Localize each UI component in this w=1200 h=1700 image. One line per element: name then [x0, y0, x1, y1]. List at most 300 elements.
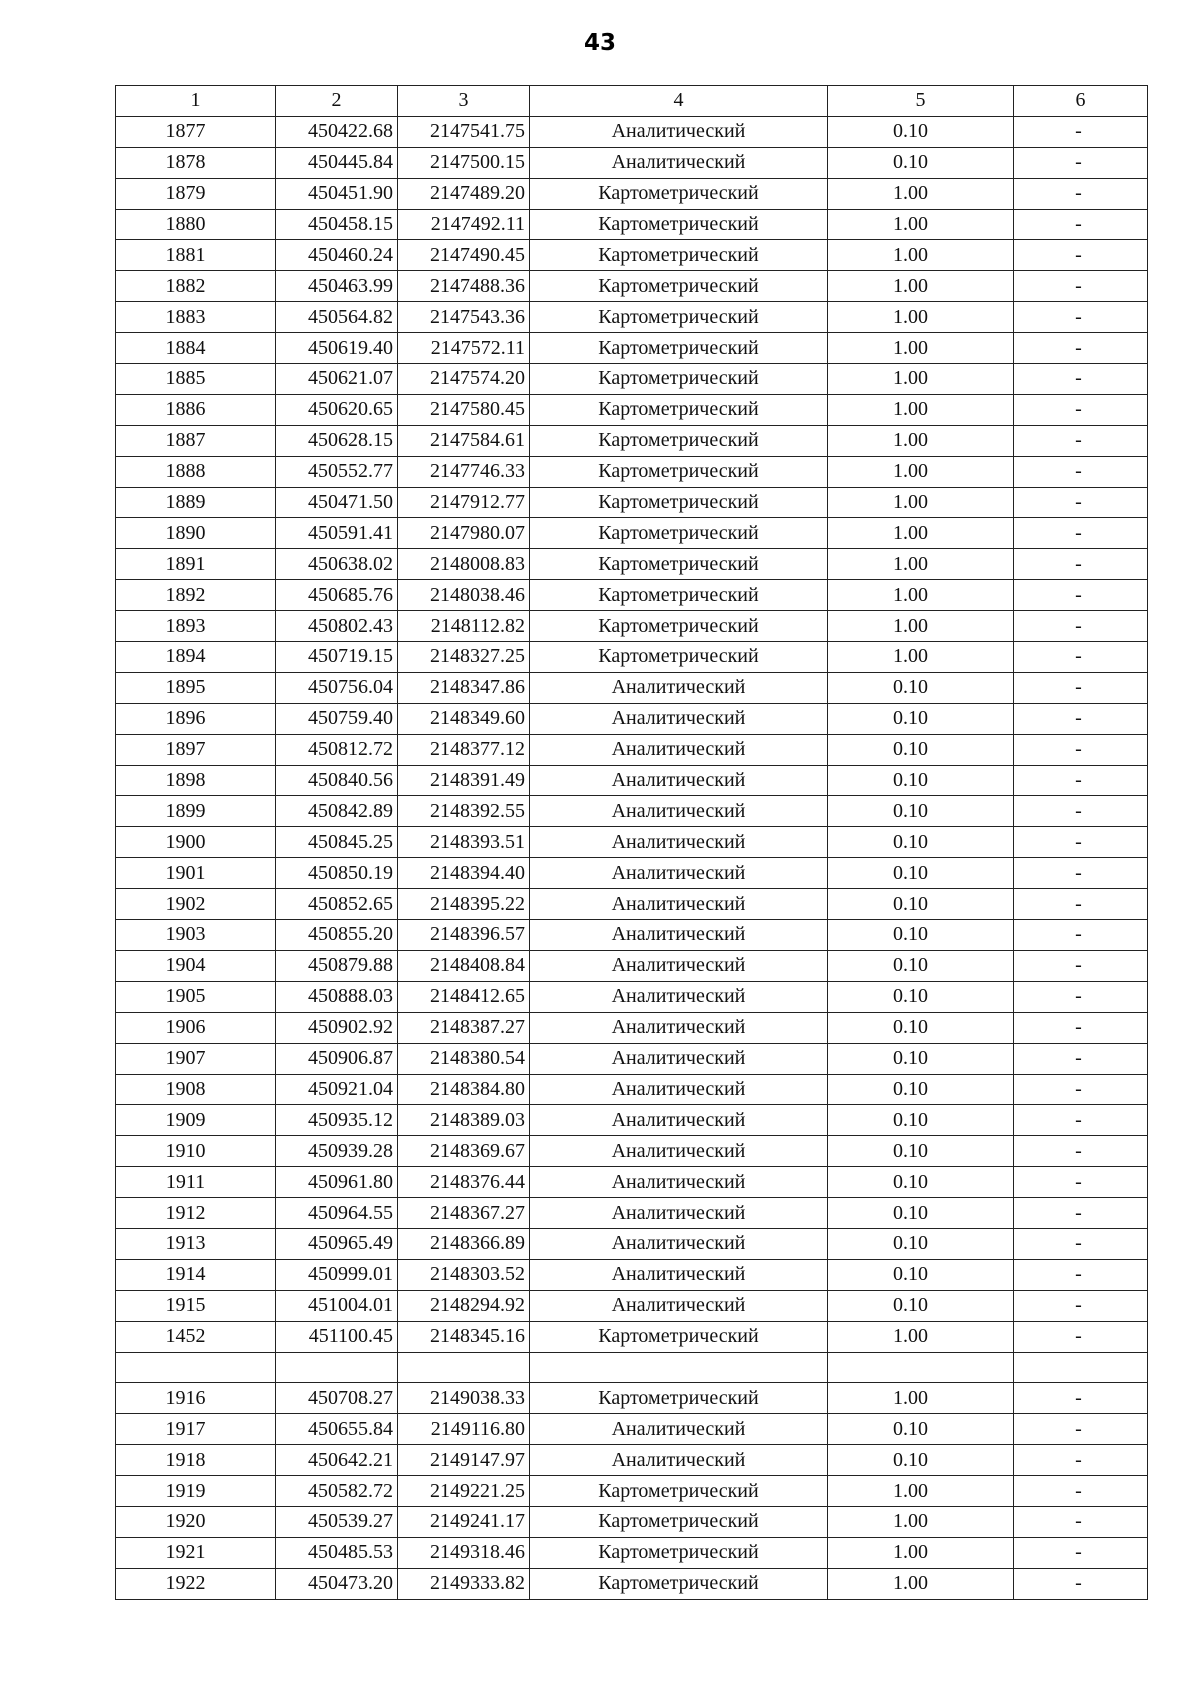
cell-coord-x: 450756.04 — [276, 672, 398, 703]
table-row — [116, 240, 1148, 271]
table-row — [116, 209, 1148, 240]
table-row — [116, 116, 1148, 147]
cell-coord-y: 2148387.27 — [398, 1012, 530, 1043]
cell-method: Аналитический — [530, 1414, 828, 1445]
cell-accuracy: 0.10 — [828, 703, 1014, 734]
cell-method: Аналитический — [530, 858, 828, 889]
cell-coord-x: 451004.01 — [276, 1290, 398, 1321]
cell-coord-x: 450719.15 — [276, 642, 398, 673]
cell-accuracy: 0.10 — [828, 889, 1014, 920]
cell-point-number: 1900 — [116, 827, 276, 858]
table-row — [116, 1228, 1148, 1259]
cell-note: - — [1014, 1136, 1148, 1167]
cell-note: - — [1014, 734, 1148, 765]
cell-coord-y: 2148369.67 — [398, 1136, 530, 1167]
cell-point-number: 1901 — [116, 858, 276, 889]
cell-coord-y: 2149241.17 — [398, 1506, 530, 1537]
cell-coord-y: 2147489.20 — [398, 178, 530, 209]
table-row — [116, 1290, 1148, 1321]
cell-accuracy: 0.10 — [828, 1228, 1014, 1259]
cell-point-number: 1891 — [116, 549, 276, 580]
cell-point-number: 1906 — [116, 1012, 276, 1043]
cell-note: - — [1014, 487, 1148, 518]
table-row — [116, 672, 1148, 703]
cell-point-number: 1888 — [116, 456, 276, 487]
cell-point-number: 1893 — [116, 611, 276, 642]
table-row — [116, 734, 1148, 765]
cell-point-number: 1887 — [116, 425, 276, 456]
table-row — [116, 1568, 1148, 1599]
cell-coord-y: 2148389.03 — [398, 1105, 530, 1136]
cell-point-number: 1881 — [116, 240, 276, 271]
cell-note: - — [1014, 364, 1148, 395]
cell-coord-x: 450471.50 — [276, 487, 398, 518]
cell-point-number: 1884 — [116, 333, 276, 364]
cell-coord-x: 450460.24 — [276, 240, 398, 271]
cell-note — [1014, 1352, 1148, 1383]
table-row — [116, 487, 1148, 518]
cell-coord-y: 2148367.27 — [398, 1198, 530, 1229]
cell-coord-y: 2148349.60 — [398, 703, 530, 734]
cell-coord-x: 450564.82 — [276, 302, 398, 333]
cell-method: Аналитический — [530, 889, 828, 920]
cell-coord-y: 2149333.82 — [398, 1568, 530, 1599]
table-row — [116, 611, 1148, 642]
cell-coord-y: 2148395.22 — [398, 889, 530, 920]
cell-point-number: 1917 — [116, 1414, 276, 1445]
cell-accuracy: 0.10 — [828, 858, 1014, 889]
cell-method: Картометрический — [530, 642, 828, 673]
cell-note: - — [1014, 1414, 1148, 1445]
table-row — [116, 1352, 1148, 1383]
table-row — [116, 1074, 1148, 1105]
cell-coord-x: 450552.77 — [276, 456, 398, 487]
cell-accuracy: 1.00 — [828, 518, 1014, 549]
cell-coord-y: 2149038.33 — [398, 1383, 530, 1414]
cell-coord-x: 450619.40 — [276, 333, 398, 364]
cell-accuracy: 1.00 — [828, 549, 1014, 580]
cell-method: Картометрический — [530, 1537, 828, 1568]
cell-method: Картометрический — [530, 425, 828, 456]
cell-note: - — [1014, 796, 1148, 827]
cell-coord-y: 2147490.45 — [398, 240, 530, 271]
cell-coord-y: 2148391.49 — [398, 765, 530, 796]
cell-method: Картометрический — [530, 549, 828, 580]
cell-coord-x: 450655.84 — [276, 1414, 398, 1445]
cell-note: - — [1014, 302, 1148, 333]
cell-accuracy: 1.00 — [828, 209, 1014, 240]
cell-coord-y: 2148377.12 — [398, 734, 530, 765]
cell-coord-x: 450473.20 — [276, 1568, 398, 1599]
table-row — [116, 642, 1148, 673]
cell-coord-x: 450451.90 — [276, 178, 398, 209]
cell-note: - — [1014, 425, 1148, 456]
cell-point-number: 1909 — [116, 1105, 276, 1136]
cell-point-number: 1913 — [116, 1228, 276, 1259]
cell-method: Картометрический — [530, 487, 828, 518]
cell-method: Картометрический — [530, 611, 828, 642]
cell-method: Картометрический — [530, 271, 828, 302]
cell-point-number: 1878 — [116, 147, 276, 178]
cell-point-number: 1877 — [116, 116, 276, 147]
cell-coord-x: 451100.45 — [276, 1321, 398, 1352]
table-row — [116, 889, 1148, 920]
cell-method: Картометрический — [530, 1476, 828, 1507]
cell-note: - — [1014, 1167, 1148, 1198]
cell-coord-y: 2147492.11 — [398, 209, 530, 240]
cell-point-number: 1886 — [116, 394, 276, 425]
cell-accuracy: 0.10 — [828, 765, 1014, 796]
cell-coord-x: 450999.01 — [276, 1259, 398, 1290]
cell-accuracy: 0.10 — [828, 734, 1014, 765]
cell-accuracy: 0.10 — [828, 796, 1014, 827]
cell-coord-y: 2149116.80 — [398, 1414, 530, 1445]
cell-coord-x: 450852.65 — [276, 889, 398, 920]
cell-point-number: 1880 — [116, 209, 276, 240]
cell-point-number: 1890 — [116, 518, 276, 549]
cell-point-number: 1918 — [116, 1445, 276, 1476]
cell-point-number: 1895 — [116, 672, 276, 703]
cell-note: - — [1014, 672, 1148, 703]
cell-point-number: 1912 — [116, 1198, 276, 1229]
table-row — [116, 425, 1148, 456]
cell-method: Картометрический — [530, 1383, 828, 1414]
cell-coord-y: 2147543.36 — [398, 302, 530, 333]
cell-coord-y: 2148384.80 — [398, 1074, 530, 1105]
cell-coord-x: 450879.88 — [276, 950, 398, 981]
cell-coord-x: 450888.03 — [276, 981, 398, 1012]
cell-accuracy: 0.10 — [828, 827, 1014, 858]
cell-note: - — [1014, 394, 1148, 425]
cell-method: Аналитический — [530, 672, 828, 703]
cell-coord-y: 2148303.52 — [398, 1259, 530, 1290]
table-row — [116, 456, 1148, 487]
cell-coord-y: 2147572.11 — [398, 333, 530, 364]
cell-coord-y: 2148412.65 — [398, 981, 530, 1012]
cell-note: - — [1014, 981, 1148, 1012]
cell-coord-x: 450961.80 — [276, 1167, 398, 1198]
cell-method: Аналитический — [530, 1074, 828, 1105]
table-row — [116, 703, 1148, 734]
table-row — [116, 1043, 1148, 1074]
cell-accuracy: 1.00 — [828, 302, 1014, 333]
cell-coord-x: 450621.07 — [276, 364, 398, 395]
cell-method: Аналитический — [530, 703, 828, 734]
table-row — [116, 1136, 1148, 1167]
table-row — [116, 271, 1148, 302]
cell-point-number: 1882 — [116, 271, 276, 302]
cell-note: - — [1014, 703, 1148, 734]
cell-coord-x: 450638.02 — [276, 549, 398, 580]
header-col-6: 6 — [1014, 86, 1148, 117]
cell-coord-x: 450759.40 — [276, 703, 398, 734]
cell-method: Картометрический — [530, 364, 828, 395]
cell-note: - — [1014, 765, 1148, 796]
cell-point-number: 1879 — [116, 178, 276, 209]
cell-method: Картометрический — [530, 302, 828, 333]
cell-method — [530, 1352, 828, 1383]
cell-point-number: 1892 — [116, 580, 276, 611]
cell-note: - — [1014, 333, 1148, 364]
cell-method: Картометрический — [530, 394, 828, 425]
table-row — [116, 333, 1148, 364]
cell-coord-y: 2148008.83 — [398, 549, 530, 580]
cell-point-number: 1889 — [116, 487, 276, 518]
cell-accuracy: 1.00 — [828, 1506, 1014, 1537]
cell-method: Аналитический — [530, 1167, 828, 1198]
cell-method: Аналитический — [530, 827, 828, 858]
cell-coord-y: 2148366.89 — [398, 1228, 530, 1259]
table-body — [116, 116, 1148, 1599]
cell-point-number: 1452 — [116, 1321, 276, 1352]
cell-note: - — [1014, 518, 1148, 549]
cell-method: Аналитический — [530, 1290, 828, 1321]
cell-coord-x: 450902.92 — [276, 1012, 398, 1043]
cell-method: Аналитический — [530, 1445, 828, 1476]
cell-method: Картометрический — [530, 456, 828, 487]
cell-accuracy: 0.10 — [828, 1414, 1014, 1445]
cell-accuracy: 0.10 — [828, 950, 1014, 981]
table-row — [116, 364, 1148, 395]
table-row — [116, 1414, 1148, 1445]
cell-note: - — [1014, 858, 1148, 889]
cell-method: Аналитический — [530, 1105, 828, 1136]
cell-note: - — [1014, 827, 1148, 858]
cell-accuracy: 0.10 — [828, 1445, 1014, 1476]
cell-coord-x: 450422.68 — [276, 116, 398, 147]
cell-coord-y: 2149221.25 — [398, 1476, 530, 1507]
cell-note: - — [1014, 950, 1148, 981]
cell-coord-x: 450591.41 — [276, 518, 398, 549]
cell-note: - — [1014, 1198, 1148, 1229]
cell-accuracy: 1.00 — [828, 178, 1014, 209]
cell-point-number: 1916 — [116, 1383, 276, 1414]
cell-note: - — [1014, 1074, 1148, 1105]
cell-note: - — [1014, 1383, 1148, 1414]
cell-coord-y: 2148394.40 — [398, 858, 530, 889]
cell-coord-x: 450685.76 — [276, 580, 398, 611]
cell-method: Картометрический — [530, 1321, 828, 1352]
cell-method: Картометрический — [530, 518, 828, 549]
cell-note: - — [1014, 1290, 1148, 1321]
cell-point-number: 1897 — [116, 734, 276, 765]
cell-point-number: 1921 — [116, 1537, 276, 1568]
cell-accuracy: 0.10 — [828, 1290, 1014, 1321]
cell-note: - — [1014, 271, 1148, 302]
cell-note: - — [1014, 549, 1148, 580]
cell-point-number: 1904 — [116, 950, 276, 981]
cell-method: Картометрический — [530, 333, 828, 364]
cell-coord-x — [276, 1352, 398, 1383]
cell-accuracy: 1.00 — [828, 487, 1014, 518]
table-row — [116, 549, 1148, 580]
table-row — [116, 765, 1148, 796]
header-col-3: 3 — [398, 86, 530, 117]
cell-method: Аналитический — [530, 1198, 828, 1229]
cell-coord-y — [398, 1352, 530, 1383]
cell-accuracy: 1.00 — [828, 580, 1014, 611]
cell-accuracy: 0.10 — [828, 672, 1014, 703]
cell-accuracy: 0.10 — [828, 1136, 1014, 1167]
cell-point-number: 1885 — [116, 364, 276, 395]
cell-accuracy: 1.00 — [828, 1568, 1014, 1599]
cell-accuracy: 0.10 — [828, 920, 1014, 951]
page-number: 43 — [583, 30, 616, 56]
cell-coord-y: 2147584.61 — [398, 425, 530, 456]
cell-coord-x: 450965.49 — [276, 1228, 398, 1259]
cell-note: - — [1014, 1259, 1148, 1290]
cell-note: - — [1014, 920, 1148, 951]
cell-coord-y: 2148294.92 — [398, 1290, 530, 1321]
cell-point-number: 1922 — [116, 1568, 276, 1599]
cell-point-number — [116, 1352, 276, 1383]
table-row — [116, 858, 1148, 889]
cell-note: - — [1014, 1012, 1148, 1043]
cell-accuracy: 0.10 — [828, 1167, 1014, 1198]
cell-method: Картометрический — [530, 240, 828, 271]
table-row — [116, 1321, 1148, 1352]
cell-note: - — [1014, 1228, 1148, 1259]
table-row — [116, 920, 1148, 951]
cell-point-number: 1919 — [116, 1476, 276, 1507]
cell-accuracy: 1.00 — [828, 364, 1014, 395]
cell-coord-x: 450840.56 — [276, 765, 398, 796]
cell-point-number: 1908 — [116, 1074, 276, 1105]
cell-accuracy: 1.00 — [828, 425, 1014, 456]
cell-point-number: 1903 — [116, 920, 276, 951]
cell-coord-x: 450850.19 — [276, 858, 398, 889]
cell-method: Аналитический — [530, 1043, 828, 1074]
cell-coord-y: 2147746.33 — [398, 456, 530, 487]
cell-coord-y: 2147580.45 — [398, 394, 530, 425]
cell-accuracy: 1.00 — [828, 1383, 1014, 1414]
cell-coord-x: 450463.99 — [276, 271, 398, 302]
cell-method: Аналитический — [530, 1136, 828, 1167]
cell-coord-y: 2148392.55 — [398, 796, 530, 827]
cell-coord-x: 450642.21 — [276, 1445, 398, 1476]
cell-note: - — [1014, 1321, 1148, 1352]
cell-coord-x: 450708.27 — [276, 1383, 398, 1414]
cell-point-number: 1899 — [116, 796, 276, 827]
cell-coord-x: 450935.12 — [276, 1105, 398, 1136]
coordinates-table — [115, 85, 1148, 1600]
cell-accuracy: 1.00 — [828, 611, 1014, 642]
table-row — [116, 981, 1148, 1012]
cell-point-number: 1902 — [116, 889, 276, 920]
cell-note: - — [1014, 1043, 1148, 1074]
cell-accuracy: 0.10 — [828, 147, 1014, 178]
cell-coord-y: 2147488.36 — [398, 271, 530, 302]
cell-accuracy: 1.00 — [828, 271, 1014, 302]
header-col-4: 4 — [530, 86, 828, 117]
cell-note: - — [1014, 240, 1148, 271]
cell-note: - — [1014, 611, 1148, 642]
cell-coord-x: 450539.27 — [276, 1506, 398, 1537]
cell-coord-y: 2148345.16 — [398, 1321, 530, 1352]
table-row — [116, 147, 1148, 178]
cell-point-number: 1911 — [116, 1167, 276, 1198]
cell-method: Аналитический — [530, 1012, 828, 1043]
cell-accuracy: 1.00 — [828, 642, 1014, 673]
cell-method: Аналитический — [530, 1259, 828, 1290]
cell-point-number: 1920 — [116, 1506, 276, 1537]
cell-coord-y: 2148396.57 — [398, 920, 530, 951]
cell-method: Аналитический — [530, 950, 828, 981]
table-row — [116, 580, 1148, 611]
cell-coord-y: 2148380.54 — [398, 1043, 530, 1074]
cell-coord-x: 450964.55 — [276, 1198, 398, 1229]
cell-point-number: 1915 — [116, 1290, 276, 1321]
cell-method: Аналитический — [530, 734, 828, 765]
cell-method: Аналитический — [530, 920, 828, 951]
table-row — [116, 827, 1148, 858]
cell-note: - — [1014, 1537, 1148, 1568]
cell-note: - — [1014, 1568, 1148, 1599]
cell-coord-y: 2148327.25 — [398, 642, 530, 673]
cell-coord-y: 2149147.97 — [398, 1445, 530, 1476]
table-row — [116, 302, 1148, 333]
cell-coord-x: 450458.15 — [276, 209, 398, 240]
cell-accuracy: 1.00 — [828, 240, 1014, 271]
cell-coord-x: 450906.87 — [276, 1043, 398, 1074]
table-row — [116, 796, 1148, 827]
table-header-row — [116, 86, 1148, 117]
table-row — [116, 1259, 1148, 1290]
table-row — [116, 950, 1148, 981]
cell-coord-y: 2148376.44 — [398, 1167, 530, 1198]
cell-point-number: 1898 — [116, 765, 276, 796]
cell-note: - — [1014, 456, 1148, 487]
header-col-2: 2 — [276, 86, 398, 117]
cell-note: - — [1014, 889, 1148, 920]
cell-note: - — [1014, 1506, 1148, 1537]
cell-coord-x: 450812.72 — [276, 734, 398, 765]
cell-coord-x: 450845.25 — [276, 827, 398, 858]
cell-note: - — [1014, 178, 1148, 209]
cell-accuracy: 1.00 — [828, 394, 1014, 425]
cell-coord-y: 2147912.77 — [398, 487, 530, 518]
cell-coord-x: 450921.04 — [276, 1074, 398, 1105]
cell-accuracy: 0.10 — [828, 1259, 1014, 1290]
cell-method: Картометрический — [530, 1506, 828, 1537]
table-row — [116, 1105, 1148, 1136]
cell-point-number: 1910 — [116, 1136, 276, 1167]
cell-point-number: 1883 — [116, 302, 276, 333]
cell-method: Картометрический — [530, 1568, 828, 1599]
cell-method: Картометрический — [530, 209, 828, 240]
cell-method: Аналитический — [530, 796, 828, 827]
cell-accuracy: 1.00 — [828, 1321, 1014, 1352]
cell-coord-x: 450628.15 — [276, 425, 398, 456]
table-row — [116, 178, 1148, 209]
table-row — [116, 1445, 1148, 1476]
table-row — [116, 1383, 1148, 1414]
cell-method: Картометрический — [530, 580, 828, 611]
cell-accuracy: 0.10 — [828, 116, 1014, 147]
cell-point-number: 1907 — [116, 1043, 276, 1074]
cell-coord-y: 2148393.51 — [398, 827, 530, 858]
cell-method: Аналитический — [530, 765, 828, 796]
cell-point-number: 1905 — [116, 981, 276, 1012]
cell-coord-y: 2147541.75 — [398, 116, 530, 147]
cell-point-number: 1894 — [116, 642, 276, 673]
table-row — [116, 1198, 1148, 1229]
cell-note: - — [1014, 580, 1148, 611]
cell-note: - — [1014, 147, 1148, 178]
cell-accuracy — [828, 1352, 1014, 1383]
table-row — [116, 1537, 1148, 1568]
cell-note: - — [1014, 1476, 1148, 1507]
